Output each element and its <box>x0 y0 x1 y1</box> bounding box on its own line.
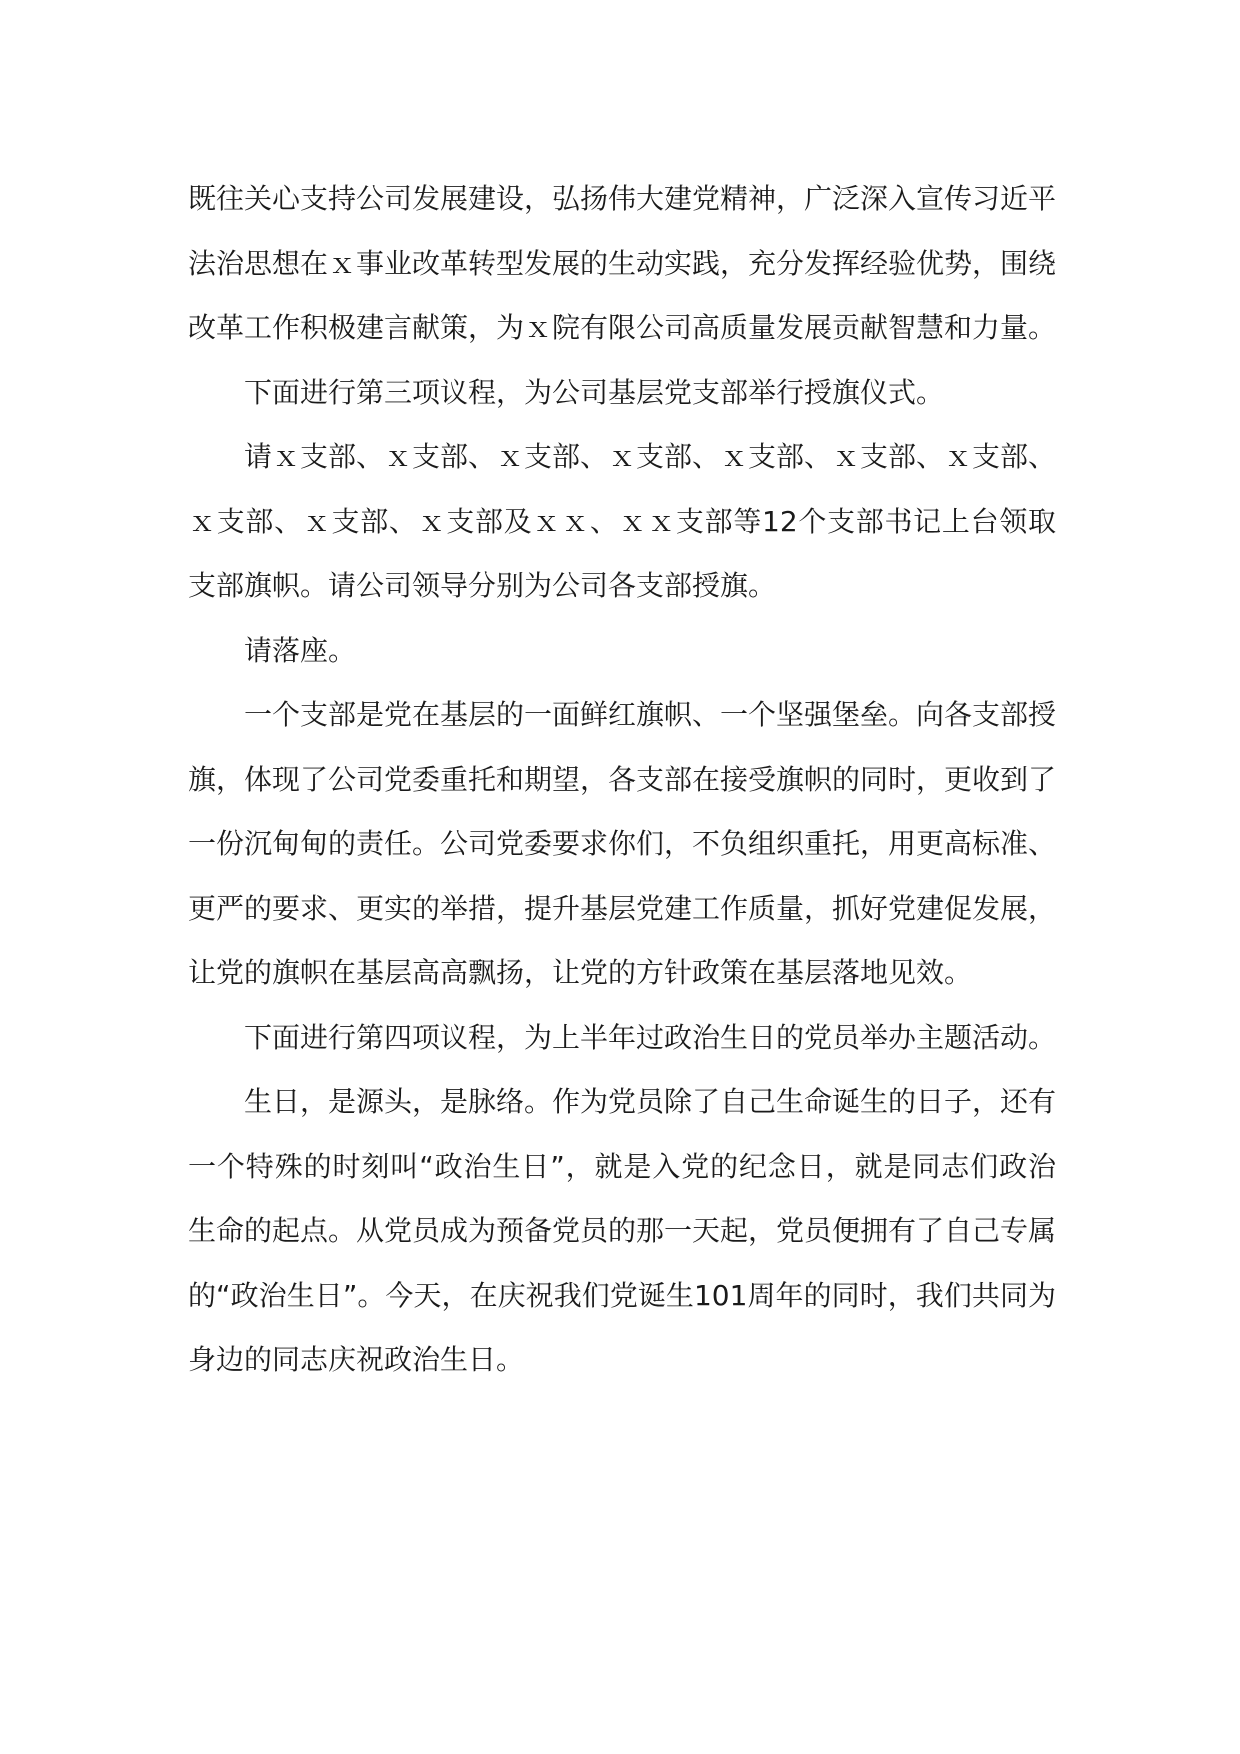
paragraph-agenda-three: 下面进行第三项议程，为公司基层党支部举行授旗仪式。 <box>244 375 945 409</box>
paragraph-branch-invitation: 请ｘ支部、ｘ支部、ｘ支部、ｘ支部、ｘ支部、ｘ支部、ｘ支部、ｘ支部、ｘ支部、ｘ支部及ｘｘ、ｘｘ支部等12个支部书记上台领取支部旗帜。请公司领导分别为公司各支部授旗。 <box>188 440 1057 602</box>
paragraph-political-birthday: 生日，是源头，是脉络。作为党员除了自己生命诞生的日子，还有一个特殊的时刻叫“政治生日”，就是入党的纪念日，就是同志们政治生命的起点。从党员成为预备党员的那一天起，党员便拥有了自己专属的“政治生日”。今天，在庆祝我们党诞生101周年的同时，我们共同为身边的同志庆祝政治生日。 <box>188 1085 1057 1376</box>
document-body <box>188 167 1056 1393</box>
paragraph-branch-banner: 一个支部是党在基层的一面鲜红旗帜、一个坚强堡垒。向各支部授旗，体现了公司党委重托和期望，各支部在接受旗帜的同时，更收到了一份沉甸甸的责任。公司党委要求你们，不负组织重托，用更高标准、更严的要求、更实的举措，提升基层党建工作质量，抓好党建促发展，让党的旗帜在基层高高飘扬，让党的方针政策在基层落地见效。 <box>188 698 1057 989</box>
paragraph-continuation: 既往关心支持公司发展建设，弘扬伟大建党精神，广泛深入宣传习近平法治思想在ｘ事业改革转型发展的生动实践，充分发挥经验优势，围绕改革工作积极建言献策，为ｘ院有限公司高质量发展贡献智慧和力量。 <box>188 182 1057 344</box>
paragraph-agenda-four: 下面进行第四项议程，为上半年过政治生日的党员举办主题活动。 <box>244 1020 1057 1054</box>
paragraph-please-be-seated: 请落座。 <box>244 633 357 667</box>
